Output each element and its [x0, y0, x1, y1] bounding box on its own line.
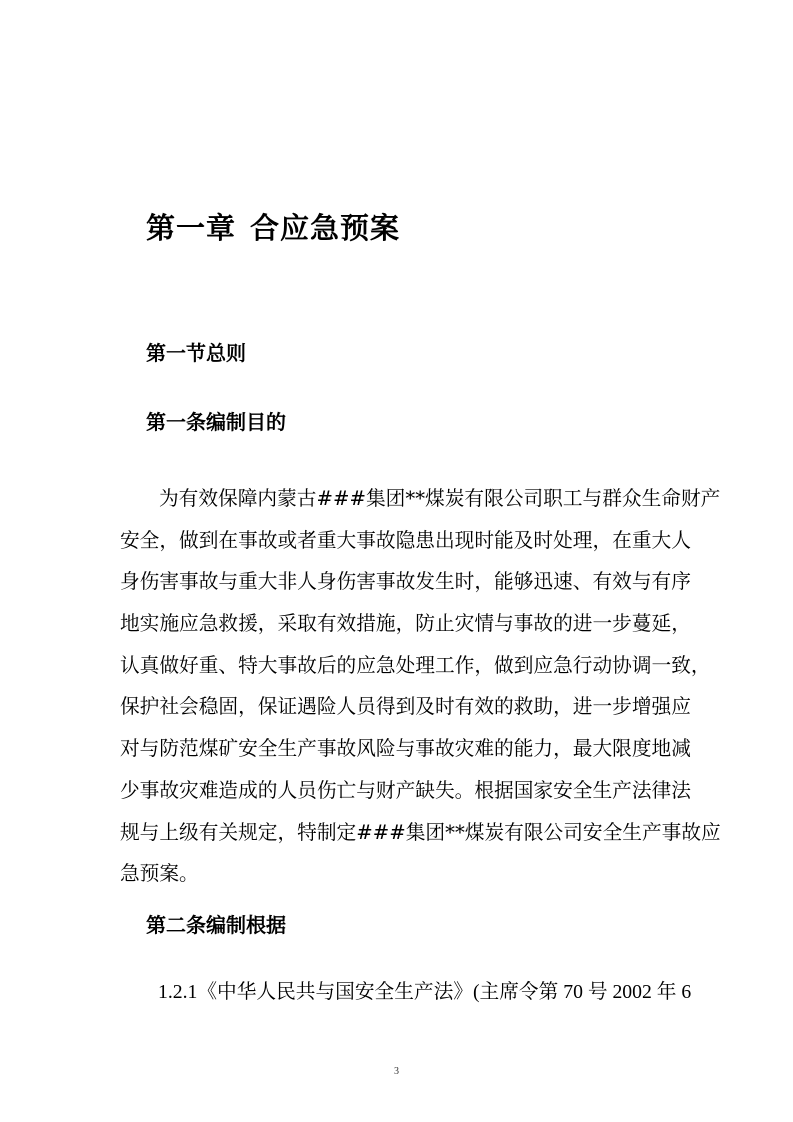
paragraph-line: [120, 478, 721, 520]
paragraph-line: 保护社会稳固，保证遇险人员得到及时有效的救助，进一步增强应: [120, 695, 691, 719]
chapter-title: [146, 206, 400, 247]
article-1-heading: 第一条编制目的: [146, 410, 286, 434]
paragraph-line: 身伤害事故与重大非人身伤害事故发生时，能够迅速、有效与有序: [120, 570, 691, 594]
paragraph-line: 少事故灾难造成的人员伤亡与财产缺失。根据国家安全生产法律法: [120, 778, 691, 802]
article-2-heading: 第二条编制根据: [146, 913, 286, 937]
paragraph-line: 安全，做到在事故或者重大事故隐患出现时能及时处理，在重大人: [120, 528, 691, 552]
chapter-number: 第一章: [146, 211, 237, 245]
paragraph-line: 急预案。: [120, 862, 199, 886]
section-heading: 第一节总则: [146, 341, 246, 365]
chapter-name: 合应急预案: [250, 211, 401, 245]
article-1-paragraph: [120, 478, 721, 895]
paragraph-line: 对与防范煤矿安全生产事故风险与事故灾难的能力，最大限度地减: [120, 737, 691, 761]
paragraph-line: 地实施应急救援，采取有效措施，防止灾情与事故的进一步蔓延，: [120, 612, 691, 636]
legal-reference-item: 1.2.1《中华人民共与国安全生产法》(主席令第 70 号 2002 年 6: [158, 981, 692, 1003]
line-text: 为有效保障内蒙古###集团**煤炭有限公司职工与群众生命财产: [159, 487, 721, 510]
paragraph-line: 规与上级有关规定，特制定###集团**煤炭有限公司安全生产事故应: [120, 820, 721, 844]
page-number: 3: [394, 1066, 399, 1077]
paragraph-line: 认真做好重、特大事故后的应急处理工作，做到应急行动协调一致，: [120, 653, 711, 677]
